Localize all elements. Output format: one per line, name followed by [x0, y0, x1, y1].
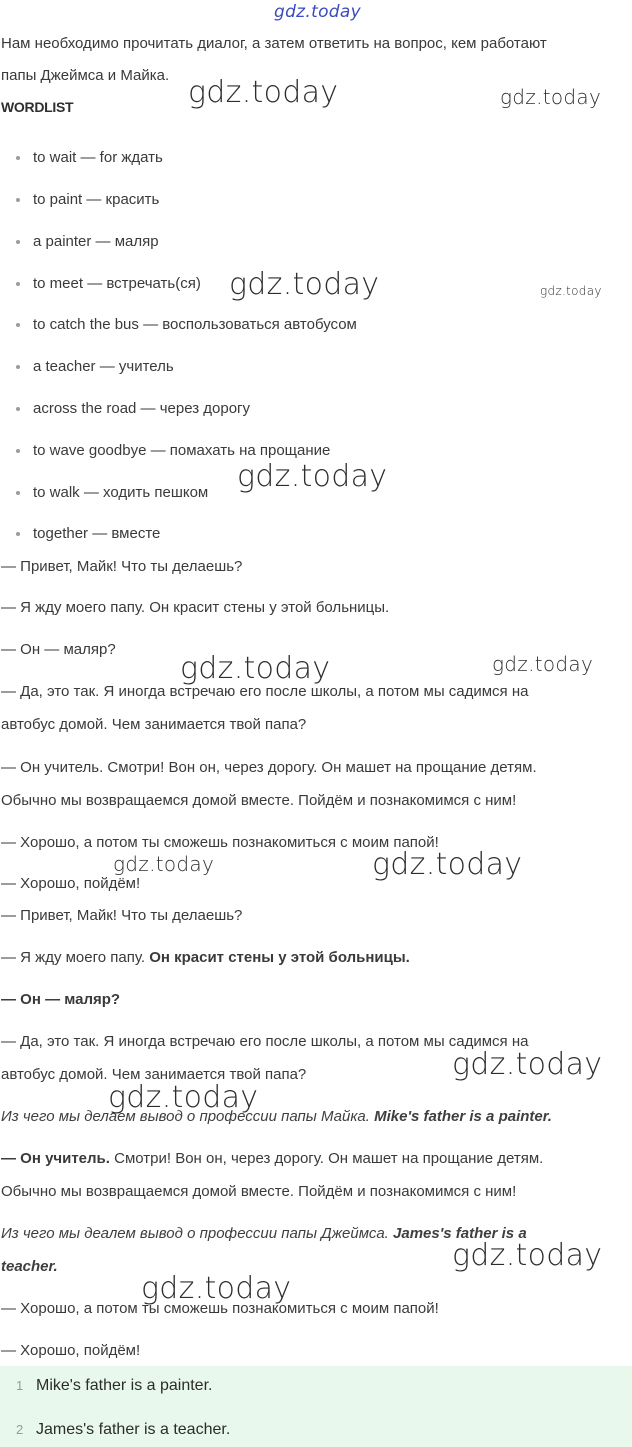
- dialog-line: — Он учитель. Смотри! Вон он, через дорогу. Он машет на прощание детям.: [1, 759, 537, 776]
- bullet-icon: [16, 449, 20, 453]
- dialog-line: — Привет, Майк! Что ты делаешь?: [1, 558, 243, 575]
- bullet-icon: [16, 532, 20, 536]
- watermark: gdz.today: [113, 852, 215, 876]
- analysis-line: Обычно мы возвращаемся домой вместе. Пойдём и познакомимся с ним!: [1, 1183, 517, 1200]
- watermark: gdz.today: [141, 1271, 292, 1306]
- watermark: gdz.today: [229, 267, 380, 302]
- watermark: gdz.today: [372, 847, 523, 882]
- intro-line-1: Нам необходимо прочитать диалог, а затем ответить на вопрос, кем работают: [1, 35, 547, 52]
- dialog-line: — Я жду моего папу. Он красит стены у этой больницы.: [1, 599, 390, 616]
- watermark: gdz.today: [180, 651, 331, 686]
- analysis-line: — Привет, Майк! Что ты делаешь?: [1, 907, 243, 924]
- answer-text: James's father is a teacher.: [36, 1421, 231, 1438]
- answer-text: Mike's father is a painter.: [36, 1377, 213, 1394]
- analysis-line-highlight: — Он — маляр?: [1, 991, 121, 1008]
- bullet-icon: [16, 282, 20, 286]
- dialog-line: — Он — маляр?: [1, 641, 116, 658]
- wordlist-heading: WORDLIST: [1, 99, 74, 115]
- watermark: gdz.today: [452, 1047, 603, 1082]
- analysis-line: — Хорошо, а потом ты сможешь познакомиться с моим папой!: [1, 1300, 439, 1317]
- james-conclusion: Из чего мы деалем вывод о профессии папы Джеймса. James's father is a: [1, 1225, 527, 1242]
- answer-number: 1: [16, 1378, 24, 1393]
- watermark: gdz.today: [492, 652, 594, 676]
- dialog-line: — Хорошо, а потом ты сможешь познакомиться с моим папой!: [1, 834, 439, 851]
- intro-line-2: папы Джеймса и Майка.: [1, 67, 170, 84]
- highlight-text: Он красит стены у этой больницы.: [149, 949, 410, 966]
- answer-number: 2: [16, 1422, 24, 1437]
- dialog-line: — Да, это так. Я иногда встречаю его после школы, а потом мы садимся на: [1, 683, 529, 700]
- bullet-icon: [16, 365, 20, 369]
- dialog-line: Обычно мы возвращаемся домой вместе. Пойдём и познакомимся с ним!: [1, 792, 517, 809]
- analysis-line: — Я жду моего папу. Он красит стены у этой больницы.: [1, 949, 410, 966]
- dialog-line: — Хорошо, пойдём!: [1, 875, 141, 892]
- gdz-solution-page: gdz.today Нам необходимо прочитать диалог, а затем ответить на вопрос, кем работают папы Джеймса и Майка. WORDLIST to wait — for ждать to paint — красить a painter — маляр to meet — встречать(ся) to catch the bus — воспользоваться автобусом a teacher — учитель across the road — через дорогу to wave goodbye — помахать на прощание to walk — ходить пешком together — вместе — Привет, Майк! Что ты делаешь? — Я жду моего папу. Он красит стены у этой больницы. — Он — маляр? — Да, это так. Я иногда встречаю его после школы, а потом мы садимся на автобус домой. Чем занимается твой папа? — Он учитель. Смотри! Вон он, через дорогу. Он машет на прощание детям. Обычно мы возвращаемся домой вместе. Пойдём и познакомимся с ним! — Хорошо, а потом ты сможешь познакомиться с моим папой! — Хорошо, пойдём! — Привет, Майк! Что ты делаешь? — Я жду моего папу. Он красит стены у этой больницы. — Он — маляр? — Да, это так. Я иногда встречаю его после школы, а потом мы садимся на автобус домой. Чем занимается твой папа? Из чего мы делаем вывод о профессии папы Майка. Mike's father is a painter. — Он учитель. Смотри! Вон он, через дорогу. Он машет на прощание детям. Обычно мы возвращаемся домой вместе. Пойдём и познакомимся с ним! Из чего мы деалем вывод о профессии папы Джеймса. James's father is a teacher. — Хорошо, а потом ты сможешь познакомиться с моим папой! — Хорошо, пойдём! 1 Mike's father is a painter. 2 James's father is a teacher. gdz.today gdz.today gdz.today gdz.today gdz.today gdz.today gdz.today gdz.today gdz.today gdz.today gdz.today gdz.today gdz.today: [0, 0, 632, 1447]
- watermark: gdz.today: [500, 85, 602, 109]
- bullet-icon: [16, 323, 20, 327]
- bullet-icon: [16, 240, 20, 244]
- bullet-icon: [16, 491, 20, 495]
- watermark: gdz.today: [237, 459, 388, 494]
- analysis-line: — Он учитель. Смотри! Вон он, через дорогу. Он машет на прощание детям.: [1, 1150, 544, 1167]
- answers-block: [0, 1366, 632, 1447]
- analysis-line: — Хорошо, пойдём!: [1, 1342, 141, 1359]
- watermark: gdz.today: [540, 284, 602, 298]
- watermark: gdz.today: [452, 1238, 603, 1273]
- bullet-icon: [16, 156, 20, 160]
- james-conclusion-answer-cont: teacher.: [1, 1258, 58, 1275]
- bullet-icon: [16, 198, 20, 202]
- watermark: gdz.today: [188, 75, 339, 110]
- dialog-line: автобус домой. Чем занимается твой папа?: [1, 716, 307, 733]
- highlight-text: — Он учитель.: [1, 1150, 110, 1167]
- watermark: gdz.today: [108, 1080, 259, 1115]
- mike-conclusion-answer: Mike's father is a painter.: [374, 1108, 552, 1125]
- mike-conclusion: Из чего мы делаем вывод о профессии папы Майка. Mike's father is a painter.: [1, 1108, 552, 1125]
- james-conclusion-answer: James's father is a: [393, 1225, 527, 1242]
- analysis-line: — Да, это так. Я иногда встречаю его после школы, а потом мы садимся на: [1, 1033, 529, 1050]
- analysis-line: автобус домой. Чем занимается твой папа?: [1, 1066, 307, 1083]
- watermark-top: gdz.today: [274, 2, 361, 22]
- bullet-icon: [16, 407, 20, 411]
